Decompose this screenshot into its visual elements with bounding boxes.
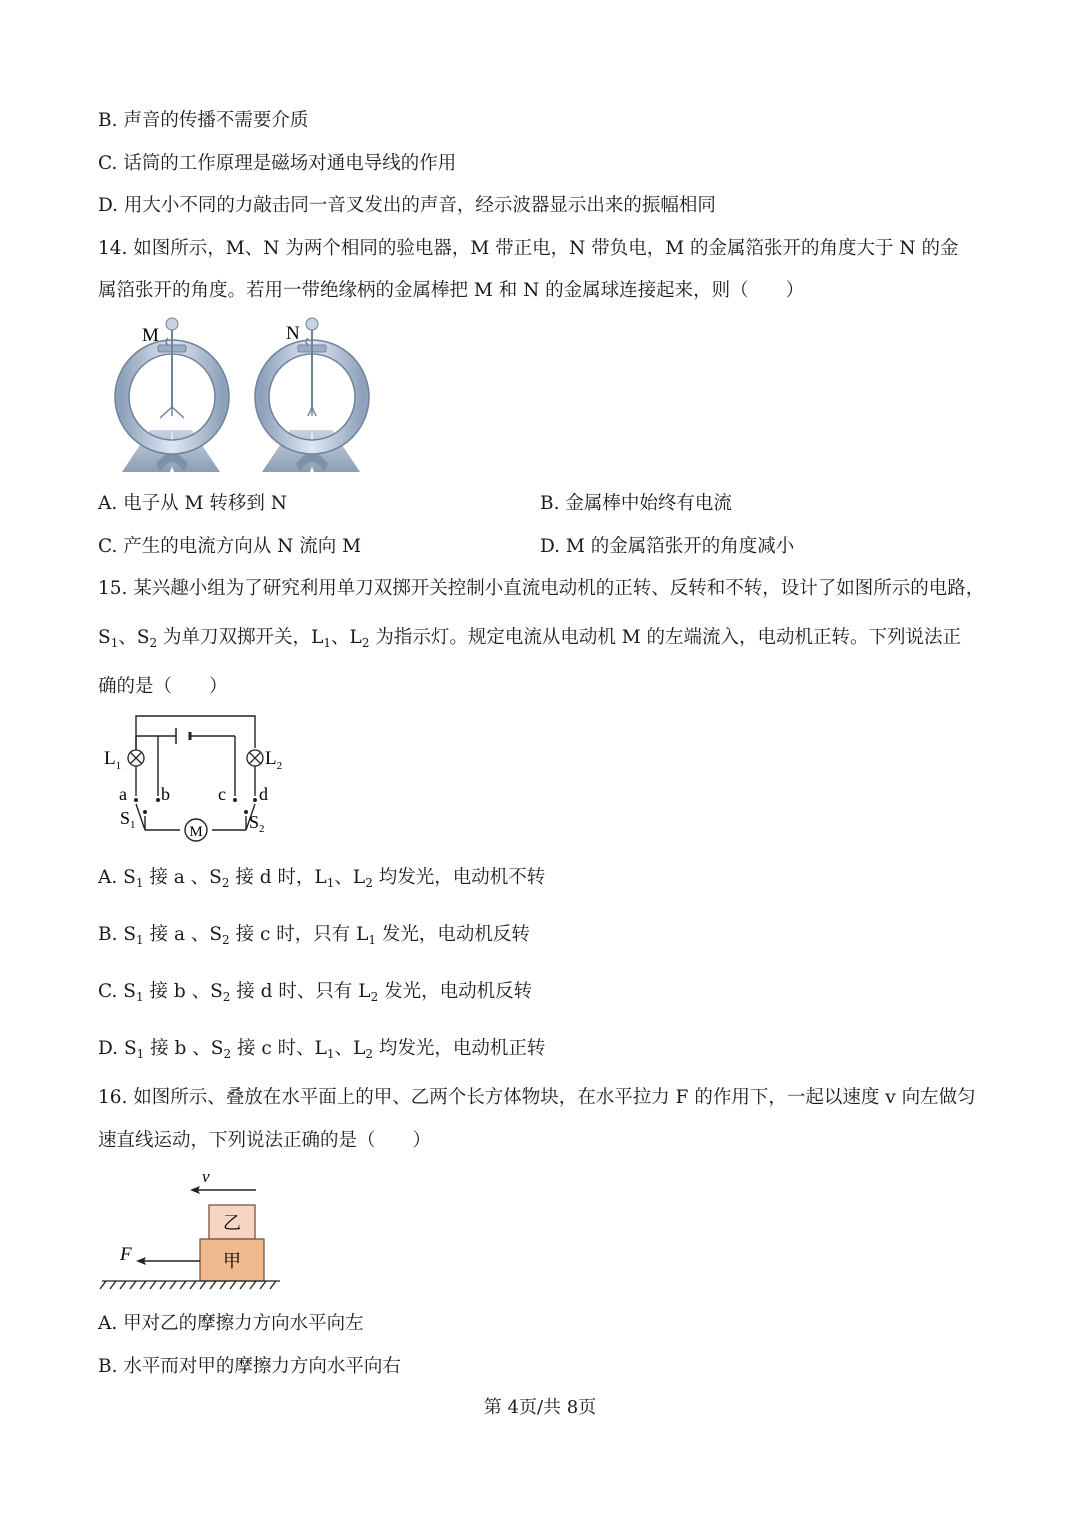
- q13-option-b: B. 声音的传播不需要介质: [98, 110, 309, 131]
- electroscope-n-label: N: [286, 323, 300, 344]
- electroscope-m: [115, 318, 229, 472]
- q14-stem-line2: 属箔张开的角度。若用一带绝缘柄的金属棒把 M 和 N 的金属球连接起来，则（ ）: [98, 280, 805, 301]
- q13-option-c: C. 话筒的工作原理是磁场对通电导线的作用: [98, 153, 457, 174]
- force-arrow-icon: [136, 1257, 200, 1265]
- q15-option-b: B. $S_1$ 接 a 、$S_2$ 接 c 时，只有 $L_1$ 发光，电动机反转: [98, 924, 530, 947]
- q13-option-d: D. 用大小不同的力敲击同一音叉发出的声音，经示波器显示出来的振幅相同: [98, 195, 716, 216]
- q14-option-a: A. 电子从 M 转移到 N: [98, 493, 287, 514]
- electroscope-m-label: M: [142, 325, 159, 346]
- electroscope-n: [255, 318, 369, 472]
- block-jia-label: 甲: [223, 1251, 241, 1271]
- label-a: a: [119, 784, 127, 804]
- label-s1: $S_1$: [120, 808, 136, 831]
- block-yi-label: 乙: [223, 1213, 241, 1233]
- q15-option-d: D. $S_1$ 接 b 、$S_2$ 接 c 时、$L_1$、$L_2$ 均发光，电动机正转: [98, 1038, 546, 1061]
- svg-text:M: M: [189, 824, 203, 840]
- q14-stem-line1: 14. 如图所示，M、N 为两个相同的验电器，M 带正电，N 带负电，M 的金属箔张开的角度大于 N 的金: [98, 238, 959, 259]
- circuit-diagram: [100, 708, 300, 848]
- lamp-l2-icon: [247, 750, 263, 766]
- q15-stem-line1: 15. 某兴趣小组为了研究利用单刀双掷开关控制小直流电动机的正转、反转和不转，设计了如图所示的电路，: [98, 578, 985, 599]
- motor-icon: [185, 819, 207, 841]
- q16-stem-line2: 速直线运动，下列说法正确的是（ ）: [98, 1130, 432, 1151]
- q15-option-c: C. $S_1$ 接 b 、$S_2$ 接 d 时、只有 $L_2$ 发光，电动机反转: [98, 981, 533, 1004]
- label-l1: $L_1$: [104, 748, 122, 772]
- page-footer: 第 4页/共 8页: [483, 1397, 597, 1418]
- q14-option-b: B. 金属棒中始终有电流: [540, 493, 732, 514]
- ground-hatch: [100, 1281, 280, 1289]
- label-c: c: [218, 784, 226, 804]
- q14-option-d: D. M 的金属箔张开的角度减小: [540, 536, 795, 557]
- q14-option-c: C. 产生的电流方向从 N 流向 M: [98, 536, 362, 557]
- velocity-label: v: [202, 1167, 210, 1186]
- lamp-l1-icon: [128, 750, 144, 766]
- q16-stem-line1: 16. 如图所示、叠放在水平面上的甲、乙两个长方体物块，在水平拉力 F 的作用下，一起以速度 v 向左做匀: [98, 1087, 976, 1108]
- label-s2: $S_2$: [249, 812, 265, 835]
- blocks-figure: [98, 1166, 288, 1291]
- q16-option-b: B. 水平而对甲的摩擦力方向水平向右: [98, 1356, 401, 1377]
- q15-option-a: A. $S_1$ 接 a 、$S_2$ 接 d 时，$L_1$、$L_2$ 均发光，电动机不转: [98, 867, 546, 890]
- q15-stem-line3: 确的是（ ）: [98, 676, 228, 697]
- label-d: d: [259, 784, 268, 804]
- label-b: b: [161, 784, 170, 804]
- q15-stem-line2: $S_1$、$S_2$ 为单刀双掷开关，$L_1$、$L_2$ 为指示灯。规定电流从电动机 M 的左端流入，电动机正转。下列说法正: [98, 627, 962, 650]
- q16-option-a: A. 甲对乙的摩擦力方向水平向左: [98, 1313, 364, 1334]
- force-label: F: [120, 1244, 132, 1265]
- electroscope-figure: [110, 312, 370, 482]
- velocity-arrow-icon: [190, 1186, 256, 1194]
- label-l2: $L_2$: [265, 748, 283, 772]
